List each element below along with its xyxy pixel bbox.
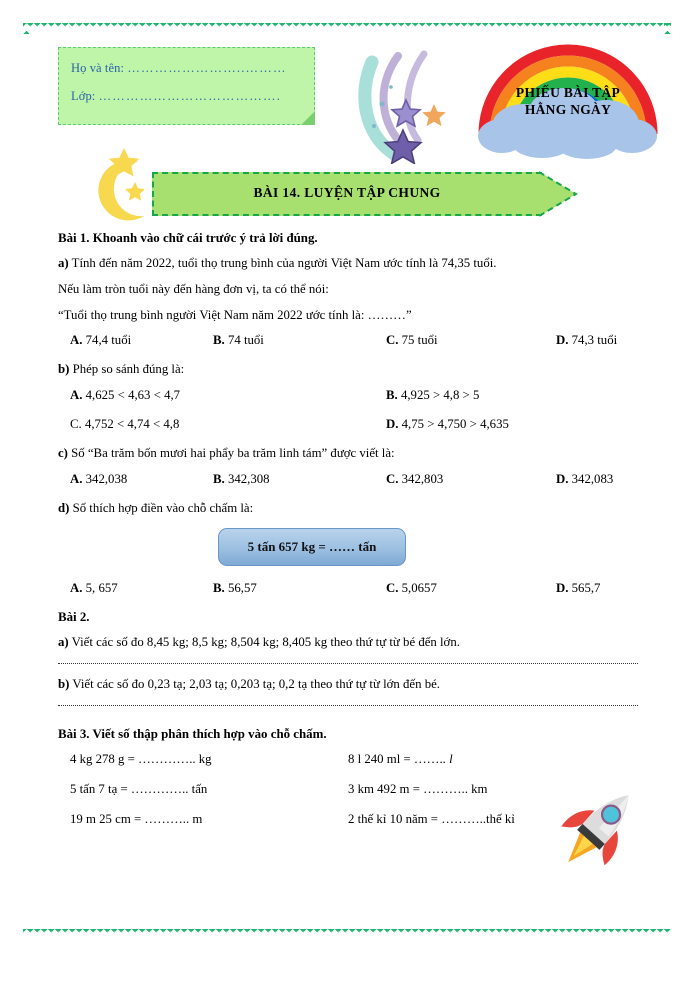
logo-title-line1: PHIẾU BÀI TẬP [515,85,621,100]
bai1b-option-d[interactable]: D. 4,75 > 4,750 > 4,635 [386,417,509,432]
page-border-bottom [23,929,671,936]
bai1d-option-c[interactable]: C. 5,0657 [386,580,437,595]
bai1a-option-a[interactable]: A. 74,4 tuổi [70,333,132,348]
bai2a-answer-line[interactable] [58,662,638,664]
rocket-icon [558,778,640,878]
bai2a-prompt [58,636,638,649]
bai1c-option-b[interactable]: B. 342,308 [213,471,270,486]
bai2a-label: a) [58,634,69,649]
bai3-row-3 [58,813,638,831]
page-border-left [23,23,30,936]
bai3-item-1[interactable]: 4 kg 278 g = ………….. kg [70,752,212,767]
bai1d-label: d) [58,500,70,515]
bai3-row-1 [58,753,638,771]
bai2-heading: Bài 2. [58,609,90,624]
bai1c-label: c) [58,446,68,461]
banner-arrow-outline [538,171,578,217]
student-name-dots: ……………………..……… [127,61,287,75]
bai2b-label: b) [58,677,70,692]
bai2b-answer-line[interactable] [58,704,638,706]
corner-fold-decoration [301,111,315,125]
bai1d-expression-box: 5 tấn 657 kg = …… tấn [218,528,406,566]
lesson-title-banner [152,172,576,216]
bai1c-prompt [58,447,638,460]
bai3-item-4[interactable]: 8 l 240 ml = …….. l [348,752,453,767]
bai1b-options-row2 [58,418,638,434]
page-border-right [664,23,671,936]
liter-unit: l [449,752,453,767]
bai1a-options [58,334,638,350]
bai2b-text: Viết các số đo 0,23 tạ; 2,03 tạ; 0,203 tạ; 0,2 tạ theo thứ tự từ lớn đến bé. [72,677,440,692]
bai3-heading: Bài 3. Viết số thập phân thích hợp vào chỗ chấm. [58,727,327,742]
bai1-heading: Bài 1. Khoanh vào chữ cái trước ý trả lời đúng. [58,231,318,245]
bai1d-option-d[interactable]: D. 565,7 [556,580,601,595]
bai3-item-3[interactable]: 19 m 25 cm = ……….. m [70,812,203,827]
worksheet-logo [472,26,664,159]
bai1b-label: b) [58,362,70,377]
logo-title-line2: HẰNG NGÀY [524,102,612,117]
logo-title [472,84,664,118]
worksheet-content [58,232,638,843]
bai1c-text: Số “Ba trăm bốn mươi hai phẩy ba trăm linh tám” được viết là: [71,446,395,461]
bai1a-label: a) [58,255,69,270]
bai1a-line2: Nếu làm tròn tuổi này đến hàng đơn vị, ta có thể nói: [58,281,329,296]
bai1b-prompt [58,363,638,376]
bai1a-line1 [58,257,638,270]
bai2b-prompt [58,678,638,691]
student-class-dots: …………………………………. [98,89,282,103]
bai1c-option-c[interactable]: C. 342,803 [386,471,444,486]
bai1b-option-a[interactable]: A. 4,625 < 4,63 < 4,7 [70,388,181,403]
bai3-exercise-grid [58,753,638,831]
shooting-star-icon [358,42,463,164]
lesson-title-text: BÀI 14. LUYỆN TẬP CHUNG [253,185,441,200]
bai1b-option-c[interactable]: C. 4,752 < 4,74 < 4,8 [70,417,180,432]
bai3-item-5[interactable]: 3 km 492 m = ……….. km [348,782,488,797]
student-class-field[interactable] [71,89,314,104]
bai3-row-2 [58,783,638,801]
bai1c-option-a[interactable]: A. 342,038 [70,471,128,486]
bai3-item-6[interactable]: 2 thế kỉ 10 năm = ………..thế kỉ [348,812,515,827]
bai2a-text: Viết các số đo 8,45 kg; 8,5 kg; 8,504 kg; 8,405 kg theo thứ tự từ bé đến lớn. [71,634,460,649]
bai1a-text1: Tính đến năm 2022, tuổi thọ trung bình của người Việt Nam ước tính là 74,35 tuổi. [71,255,497,270]
bai1a-option-c[interactable]: C. 75 tuổi [386,333,438,348]
bai1c-options [58,473,638,489]
bai1d-option-b[interactable]: B. 56,57 [213,580,257,595]
bai1a-option-d[interactable]: D. 74,3 tuổi [556,333,618,348]
student-name-field[interactable] [71,61,314,76]
bai1b-option-b[interactable]: B. 4,925 > 4,8 > 5 [386,388,480,403]
bai3-item-2[interactable]: 5 tấn 7 tạ = ………….. tấn [70,782,208,797]
bai1c-option-d[interactable]: D. 342,083 [556,471,614,486]
bai1d-prompt [58,502,638,515]
crescent-moon-icon [88,146,162,230]
bai1b-options-row1 [58,389,638,405]
bai1a-line3: “Tuổi thọ trung bình người Việt Nam năm 2022 ước tính là: ………” [58,307,412,322]
bai1a-option-b[interactable]: B. 74 tuổi [213,333,264,348]
student-info-box [58,47,315,125]
student-name-label: Họ và tên: [71,61,125,75]
student-class-label: Lớp: [71,89,96,103]
bai1d-options [58,582,638,598]
bai1d-text: Số thích hợp điền vào chỗ chấm là: [72,500,254,515]
bai1b-text: Phép so sánh đúng là: [72,362,185,377]
bai1d-option-a[interactable]: A. 5, 657 [70,580,118,595]
